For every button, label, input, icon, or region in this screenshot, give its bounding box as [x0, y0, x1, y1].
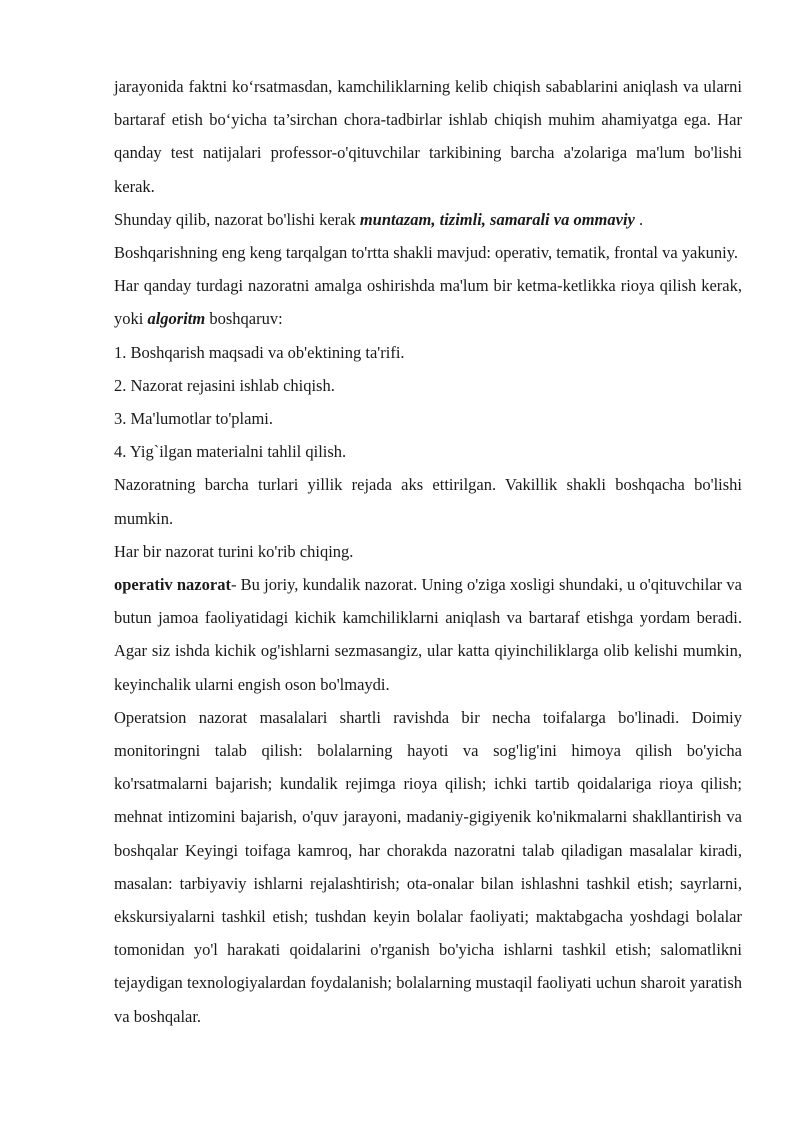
document-page [114, 70, 742, 1033]
paragraph-consider: Har bir nazorat turini ko'rib chiqing. [114, 541, 354, 561]
list-item: 4. Yig`ilgan materialni tahlil qilish. [114, 442, 347, 462]
paragraph-control-qualities [114, 203, 742, 236]
paragraph-annual-plan: Nazoratning barcha turlari yillik rejada aks ettirilgan. Vakillik shakli boshqacha bo'lishi mumkin. [114, 475, 742, 528]
paragraph-operative-control [114, 568, 742, 701]
algorithm-end: boshqaruv: [205, 309, 283, 329]
paragraph-intro: jarayonida faktni ko‘rsatmasdan, kamchiliklarning kelib chiqish sabablarini aniqlash va ularni bartaraf etish bo‘yicha ta’sirchan chora-tadbirlar ishlab chiqish muhim ahamiyatga ega. Har qanday test natijalari professor-o'qituvchilar tarkibining barcha a'zolariga ma'lum bo'lishi kerak. [114, 77, 742, 196]
control-qualities-emphasis: muntazam, tizimli, samarali va ommaviy [359, 209, 635, 229]
operative-control-text: - Bu joriy, kundalik nazorat. Uning o'ziga xosligi shundaki, u o'qituvchilar va butun jamoa faoliyatidagi kichik kamchiliklarni aniqlash va bartaraf etishga yordam beradi. Agar siz ishda kichik og'ishlarni sezmasangiz, ular katta qiyinchiliklarga olib kelishi mumkin, keyinchalik ularni engish oson bo'lmaydi. [114, 575, 742, 694]
algorithm-emphasis: algoritm [147, 309, 206, 329]
control-qualities-text: Shunday qilib, nazorat bo'lishi kerak [114, 209, 360, 229]
control-qualities-end: . [634, 209, 644, 229]
paragraph-algorithm [114, 269, 742, 335]
list-item: 3. Ma'lumotlar to'plami. [114, 409, 274, 429]
paragraph-operational-issues: Operatsion nazorat masalalari shartli ravishda bir necha toifalarga bo'linadi. Doimiy monitoringni talab qilish: bolalarning hayoti va sog'lig'ini himoya qilish bo'yicha ko'rsatmalarni bajarish; kundalik rejimga rioya qilish; ichki tartib qoidalariga rioya qilish; mehnat intizomini bajarish, o'quv jarayoni, madaniy-gigiyenik ko'nikmalarni shakllantirish va boshqalar Keyingi toifaga kamroq, har chorakda nazoratni talab qiladigan masalalar kiradi, masalan: tarbiyaviy ishlarni rejalashtirish; ota-onalar bilan ishlashni tashkil etish; sayrlarni, ekskursiyalarni tashkil etish; tushdan keyin bolalar faoliyati; maktabgacha yoshdagi bolalar tomonidan yo'l harakati qoidalarini o'rganish bo'yicha ishlarni tashkil etish; salomatlikni tejaydigan texnologiyalardan foydalanish; bolalarning mustaqil faoliyati uchun sharoit yaratish va boshqalar. [114, 707, 742, 1026]
paragraph-control-forms: Boshqarishning eng keng tarqalgan to'rtta shakli mavjud: operativ, tematik, frontal va yakuniy. [114, 243, 739, 263]
operative-control-term: operativ nazorat [114, 575, 231, 595]
algorithm-text: Har qanday turdagi nazoratni amalga oshirishda ma'lum bir ketma-ketlikka rioya qilish kerak, yoki [114, 276, 742, 329]
list-item: 1. Boshqarish maqsadi va ob'ektining ta'rifi. [114, 342, 405, 362]
list-item: 2. Nazorat rejasini ishlab chiqish. [114, 375, 335, 395]
